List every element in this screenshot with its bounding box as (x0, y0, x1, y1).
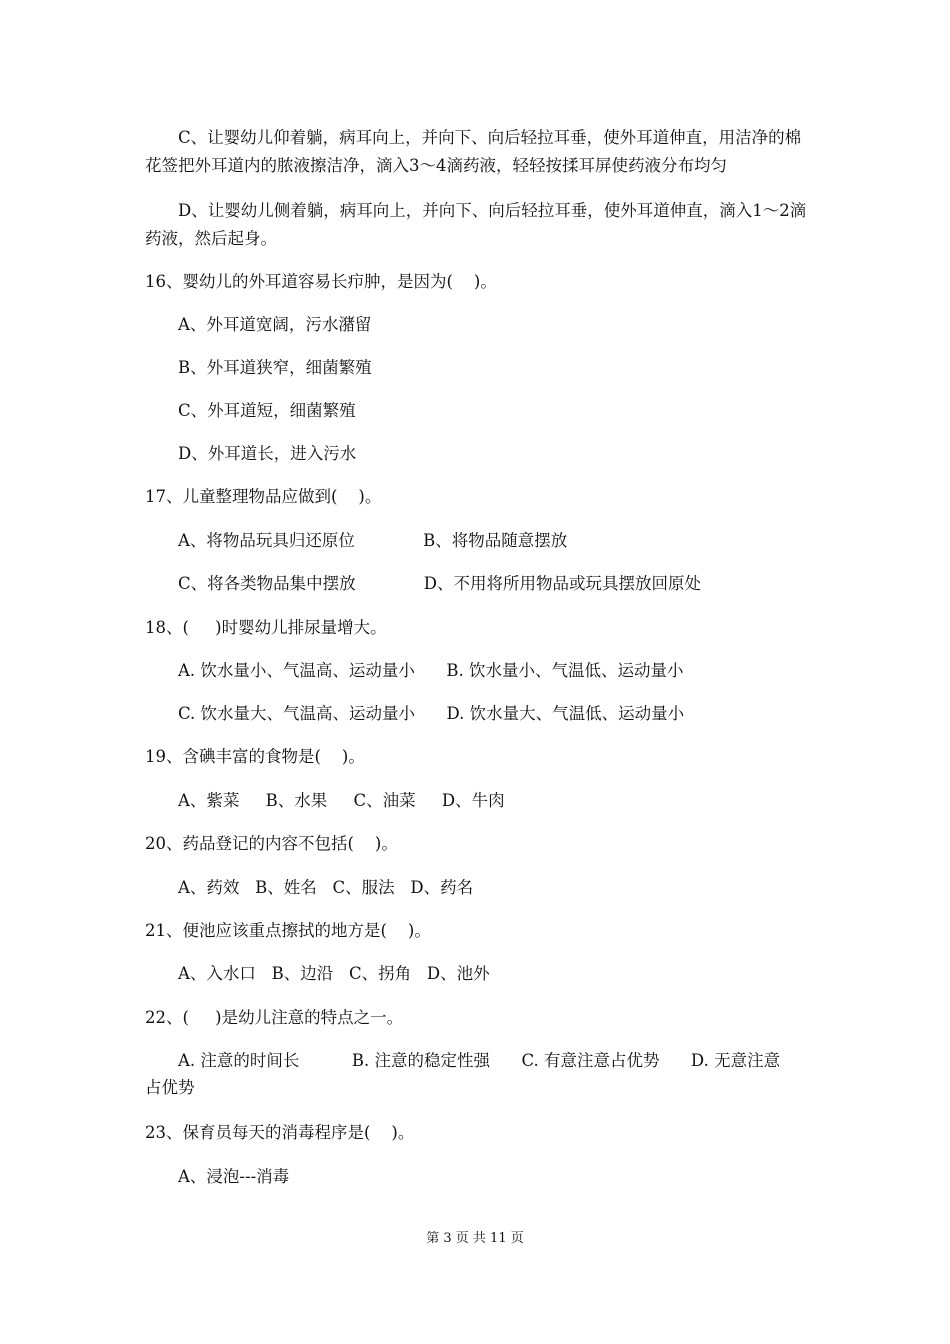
options-22-line2: 占优势 (145, 1078, 195, 1097)
options-19: A、紫菜 B、水果 C、油菜 D、牛肉 (178, 791, 505, 810)
option-15d-line1: D、让婴幼儿侧着躺，病耳向上，并向下、向后轻拉耳垂，使外耳道伸直，滴入1～2滴 (178, 201, 807, 220)
question-20: 20、药品登记的内容不包括( )。 (145, 834, 398, 853)
option-16c: C、外耳道短，细菌繁殖 (178, 401, 356, 420)
options-17cd: C、将各类物品集中摆放 D、不用将所用物品或玩具摆放回原处 (178, 574, 702, 593)
page-footer: 第 3 页 共 11 页 (426, 1231, 524, 1246)
question-23: 23、保育员每天的消毒程序是( )。 (145, 1123, 415, 1142)
options-21: A、入水口 B、边沿 C、拐角 D、池外 (178, 964, 490, 983)
question-16: 16、婴幼儿的外耳道容易长疖肿，是因为( )。 (145, 272, 497, 291)
options-22-line1: A. 注意的时间长 B. 注意的稳定性强 C. 有意注意占优势 D. 无意注意 (178, 1051, 781, 1070)
option-16a: A、外耳道宽阔，污水潴留 (178, 315, 372, 334)
option-15d-line2: 药液，然后起身。 (145, 229, 277, 248)
question-21: 21、便池应该重点擦拭的地方是( )。 (145, 921, 431, 940)
question-22: 22、( )是幼儿注意的特点之一。 (145, 1008, 404, 1027)
option-16d: D、外耳道长，进入污水 (178, 444, 357, 463)
question-18: 18、( )时婴幼儿排尿量增大。 (145, 618, 387, 637)
option-15c-line1: C、让婴幼儿仰着躺，病耳向上，并向下、向后轻拉耳垂，使外耳道伸直，用洁净的棉 (178, 128, 802, 147)
question-19: 19、含碘丰富的食物是( )。 (145, 747, 365, 766)
option-16b: B、外耳道狭窄，细菌繁殖 (178, 358, 372, 377)
question-17: 17、儿童整理物品应做到( )。 (145, 487, 382, 506)
options-18cd: C. 饮水量大、气温高、运动量小 D. 饮水量大、气温低、运动量小 (178, 704, 685, 723)
options-17ab: A、将物品玩具归还原位 B、将物品随意摆放 (178, 531, 568, 550)
option-15c-line2: 花签把外耳道内的脓液擦洁净，滴入3～4滴药液，轻轻按揉耳屏使药液分布均匀 (145, 156, 727, 175)
options-18ab: A. 饮水量小、气温高、运动量小 B. 饮水量小、气温低、运动量小 (178, 661, 684, 680)
options-20: A、药效 B、姓名 C、服法 D、药名 (178, 878, 474, 897)
option-23a: A、浸泡---消毒 (178, 1167, 290, 1186)
